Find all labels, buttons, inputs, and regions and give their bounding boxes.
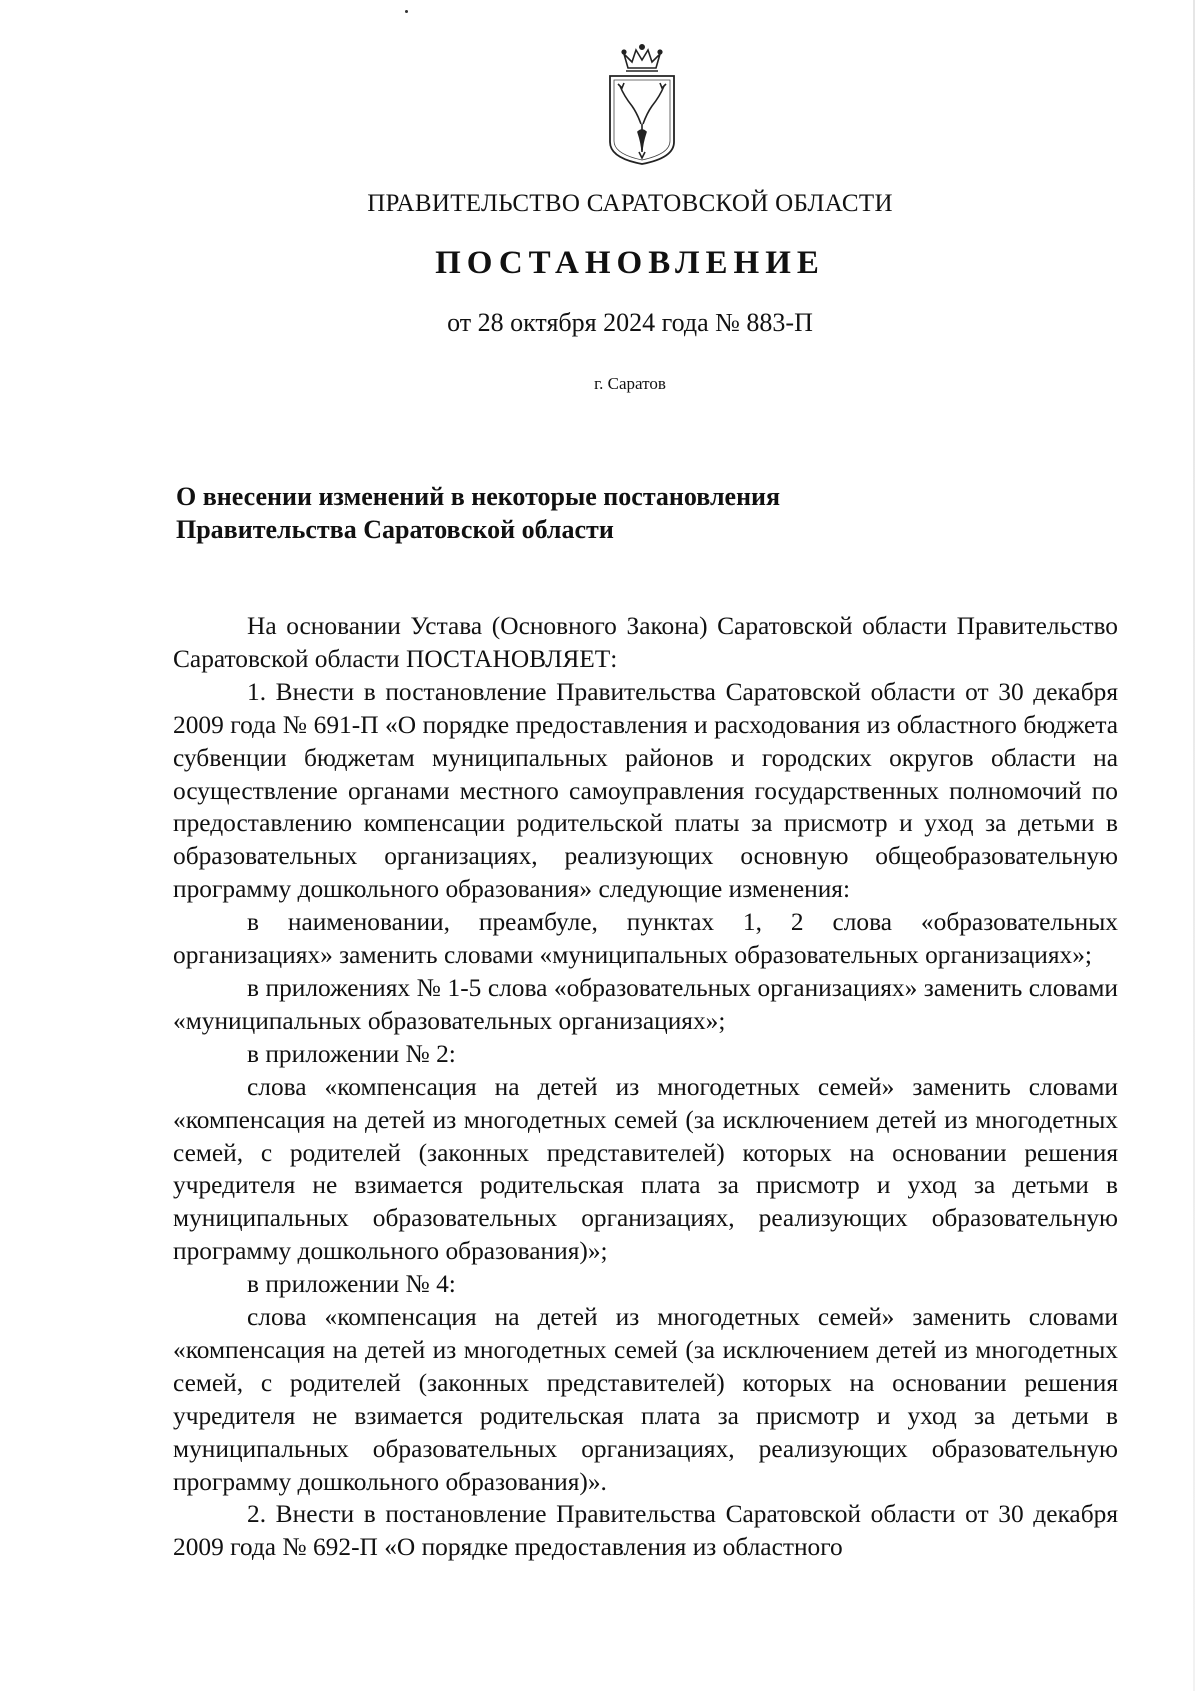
body-paragraph: слова «компенсация на детей из многодетных семей» заменить словами «компенсация на детей из многодетных семей (за исключением детей из многодетных семей, с родителей (законных представителей) которых на основании решения учредителя не взимается родительская плата за присмотр и уход за детьми в муниципальных образовательных организациях, реализующих образовательную программу дошкольного образования)». — [173, 1303, 1118, 1496]
document-title-line: Правительства Саратовской области — [176, 515, 614, 544]
body-paragraph: 2. Внести в постановление Правительства Саратовской области от 30 декабря 2009 года № 692-П «О порядке предоставления из областного — [173, 1500, 1118, 1562]
body-paragraph: 1. Внести в постановление Правительства Саратовской области от 30 декабря 2009 года № 691-П «О порядке предоставления и расходования из областного бюджета субвенции бюджетам муниципальных районов и городских округов области на осуществление органами местного самоуправления государственных полномочий по предоставлению компенсации родительской платы за присмотр и уход за детьми в образовательных организациях, реализующих основную общеобразовательную программу дошкольного образования» следующие изменения: — [173, 677, 1118, 904]
body-paragraph: в приложениях № 1-5 слова «образовательных организациях» заменить словами «муниципальных образовательных организациях»; — [173, 973, 1118, 1035]
document-date-number: от 28 октября 2024 года № 883-П — [447, 308, 813, 337]
body-paragraph: в наименовании, преамбуле, пунктах 1, 2 слова «образовательных организациях» заменить словами «муниципальных образовательных организациях»; — [173, 908, 1118, 970]
issuing-authority: ПРАВИТЕЛЬСТВО САРАТОВСКОЙ ОБЛАСТИ — [367, 190, 893, 217]
saratov-coat-of-arms-icon — [602, 40, 682, 168]
document-type: ПОСТАНОВЛЕНИЕ — [435, 245, 825, 281]
document-body — [173, 610, 1118, 1564]
body-paragraph: На основании Устава (Основного Закона) Саратовской области Правительство Саратовской области ПОСТАНОВЛЯЕТ: — [173, 612, 1118, 673]
document-title — [176, 480, 956, 546]
document-city: г. Саратов — [594, 374, 666, 393]
document-title-line: О внесении изменений в некоторые постановления — [176, 482, 781, 511]
scan-speck — [405, 10, 408, 13]
body-paragraph: слова «компенсация на детей из многодетных семей» заменить словами «компенсация на детей из многодетных семей (за исключением детей из многодетных семей, с родителей (законных представителей) которых на основании решения учредителя не взимается родительская плата за присмотр и уход за детьми в муниципальных образовательных организациях, реализующих образовательную программу дошкольного образования)»; — [173, 1072, 1118, 1266]
body-paragraph: в приложении № 2: — [247, 1039, 456, 1068]
body-paragraph: в приложении № 4: — [247, 1270, 456, 1299]
